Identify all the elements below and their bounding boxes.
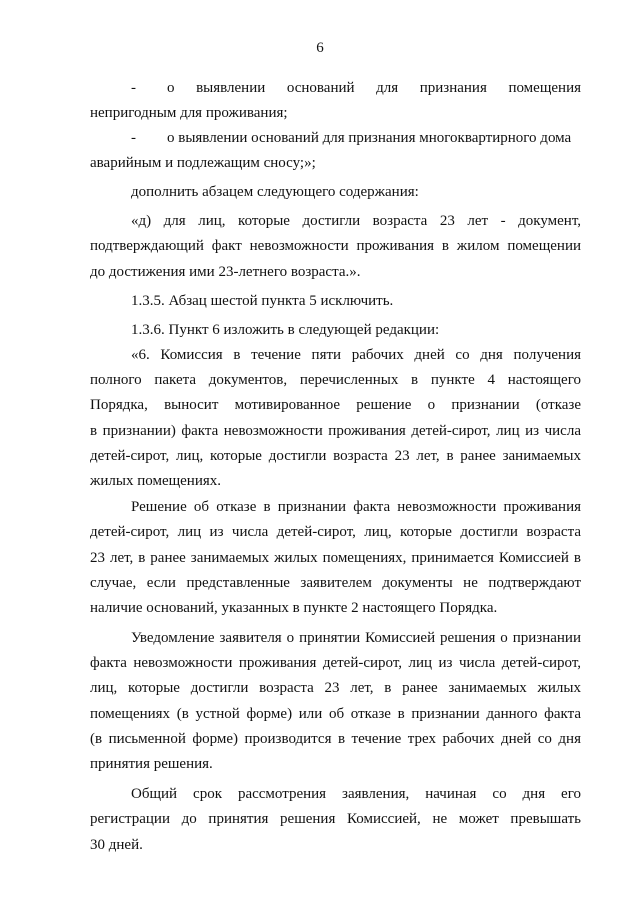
text-line: в признании) факта невозможности проживания детей-сирот, лиц из числа xyxy=(90,423,581,439)
text-line: подтверждающий факт невозможности проживания в жилом помещении xyxy=(90,238,581,254)
text-line: о выявлении оснований для признания многоквартирного дома xyxy=(167,130,572,146)
text-line: жилых помещениях. xyxy=(90,473,222,489)
text-line: регистрации до принятия решения Комиссией, не может превышать xyxy=(90,811,581,827)
text-line: 30 дней. xyxy=(90,837,143,853)
text-line: случае, если представленные заявителем документы не подтверждают xyxy=(90,575,581,591)
text-line: Уведомление заявителя о принятии Комиссией решения о признании xyxy=(131,630,581,646)
text-line: о выявлении оснований для признания помещения xyxy=(167,80,581,96)
list-dash: - xyxy=(131,80,136,96)
text-line: наличие оснований, указанных в пункте 2 настоящего Порядка. xyxy=(90,600,498,616)
text-line: «д) для лиц, которые достигли возраста 23 лет - документ, xyxy=(131,213,581,229)
page-number: 6 xyxy=(316,40,324,56)
text-line: полного пакета документов, перечисленных в пункте 4 настоящего xyxy=(90,372,581,388)
text-line: детей-сирот, лиц из числа детей-сирот, лиц, которые достигли возраста xyxy=(90,524,581,540)
text-line: принятия решения. xyxy=(90,756,213,772)
text-line: детей-сирот, лиц, которые достигли возраста 23 лет, в ранее занимаемых xyxy=(90,448,581,464)
text-line: Решение об отказе в признании факта невозможности проживания xyxy=(131,499,581,515)
text-line: (в письменной форме) производится в течение трех рабочих дней со дня xyxy=(90,731,581,747)
text-line: 1.3.6. Пункт 6 изложить в следующей редакции: xyxy=(131,322,440,338)
text-line: 23 лет, в ранее занимаемых жилых помещениях, принимается Комиссией в xyxy=(90,550,581,566)
text-line: Общий срок рассмотрения заявления, начиная со дня его xyxy=(131,786,581,802)
text-line: дополнить абзацем следующего содержания: xyxy=(131,184,419,200)
text-line: 1.3.5. Абзац шестой пункта 5 исключить. xyxy=(131,293,394,309)
text-line: факта невозможности проживания детей-сирот, лиц из числа детей-сирот, xyxy=(90,655,581,671)
text-line: до достижения ими 23-летнего возраста.». xyxy=(90,264,361,280)
text-line: аварийным и подлежащим сносу;»; xyxy=(90,155,316,171)
text-line: помещениях (в устной форме) или об отказе в признании данного факта xyxy=(90,706,581,722)
text-line: Порядка, выносит мотивированное решение о признании (отказе xyxy=(90,397,581,413)
text-line: «6. Комиссия в течение пяти рабочих дней со дня получения xyxy=(131,347,581,363)
list-dash: - xyxy=(131,130,136,146)
text-line: непригодным для проживания; xyxy=(90,105,288,121)
text-line: лиц, которые достигли возраста 23 лет, в ранее занимаемых жилых xyxy=(90,680,581,696)
